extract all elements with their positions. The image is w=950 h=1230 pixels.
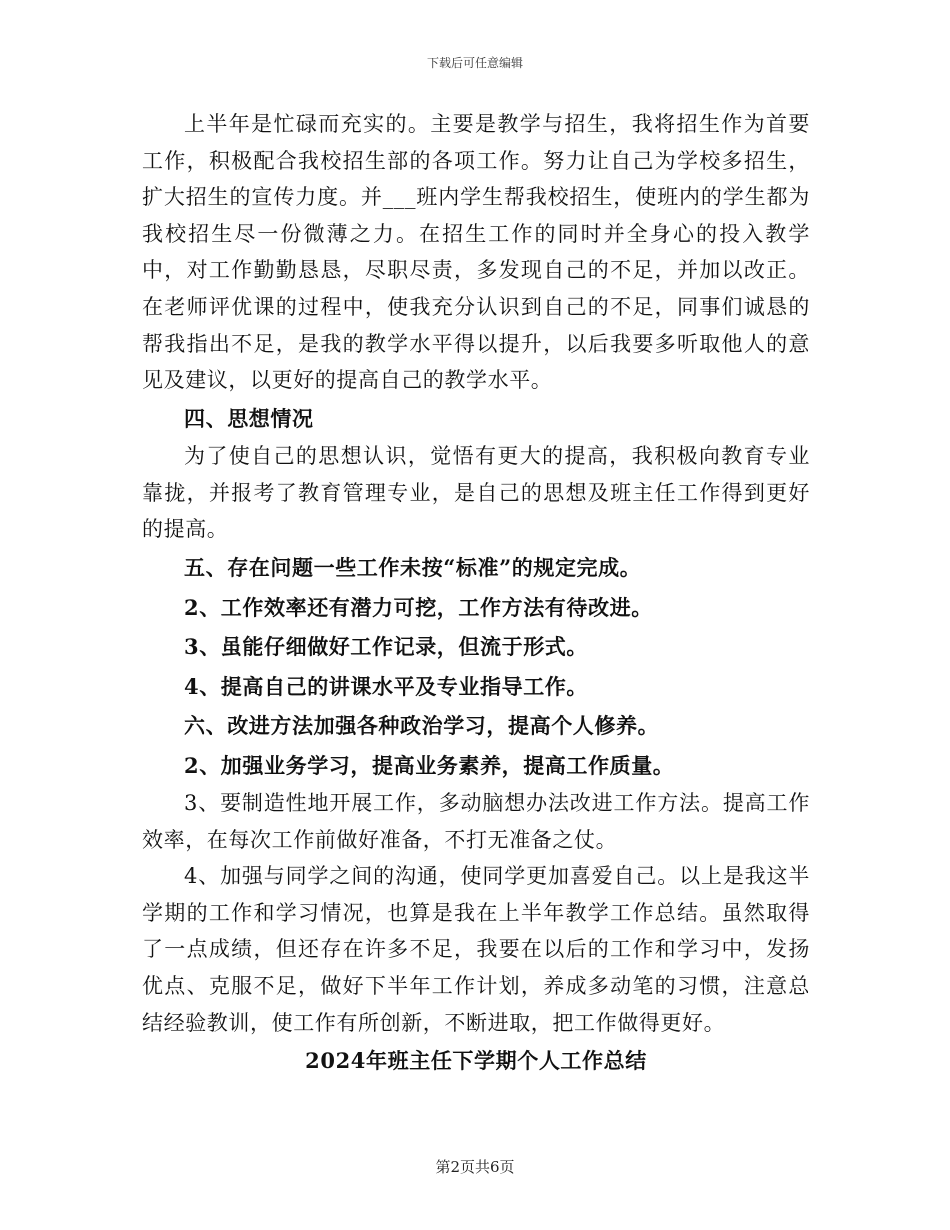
paragraph-enrollment: 上半年是忙碌而充实的。主要是教学与招生，我将招生作为首要工作，积极配合我校招生部的各项工作。努力让自己为学校多招生，扩大招生的宣传力度。并___班内学生帮我校招生，使班内的学生都为我校招生尽一份微薄之力。在招生工作的同时并全身心的投入教学中，对工作勤勤恳恳，尽职尽责，多发现自己的不足，并加以改正。在老师评优课的过程中，使我充分认识到自己的不足，同事们诚恳的帮我指出不足，是我的教学水平得以提升，以后我要多听取他人的意见及建议，以更好的提高自己的教学水平。 bbox=[142, 112, 810, 393]
section-heading-thoughts: 四、思想情况 bbox=[184, 405, 314, 431]
improvement-item-2: 2、加强业务学习，提高业务素养，提高工作质量。 bbox=[184, 752, 675, 778]
page-footer: 第2页共6页 bbox=[435, 1158, 515, 1176]
next-document-title: 2024年班主任下学期个人工作总结 bbox=[305, 1048, 647, 1074]
improvement-item-4: 4、加强与同学之间的沟通，使同学更加喜爱自己。以上是我这半学期的工作和学习情况，也算是我在上半年教学工作总结。虽然取得了一点成绩，但还存在许多不足，我要在以后的工作和学习中，发扬优点、克服不足，做好下半年工作计划，养成多动笔的习惯，注意总结经验教训，使工作有所创新，不断进取，把工作做得更好。 bbox=[142, 864, 810, 1035]
section-heading-improvements: 六、改进方法加强各种政治学习，提高个人修养。 bbox=[184, 713, 660, 739]
page-header: 下载后可任意编辑 bbox=[426, 56, 523, 70]
document-body bbox=[142, 106, 810, 1080]
problem-item-4: 4、提高自己的讲课水平及专业指导工作。 bbox=[184, 673, 589, 699]
improvement-item-3: 3、要制造性地开展工作，多动脑想办法改进工作方法。提高工作效率，在每次工作前做好准备，不打无准备之仗。 bbox=[142, 791, 810, 852]
problem-item-2: 2、工作效率还有潜力可挖，工作方法有待改进。 bbox=[184, 594, 653, 620]
problem-item-3: 3、虽能仔细做好工作记录，但流于形式。 bbox=[184, 634, 589, 660]
section-heading-problems: 五、存在问题一些工作未按“标准”的规定完成。 bbox=[184, 555, 642, 581]
paragraph-thoughts: 为了使自己的思想认识，觉悟有更大的提高，我积极向教育专业靠拢，并报考了教育管理专业，是自己的思想及班主任工作得到更好的提高。 bbox=[142, 444, 810, 542]
